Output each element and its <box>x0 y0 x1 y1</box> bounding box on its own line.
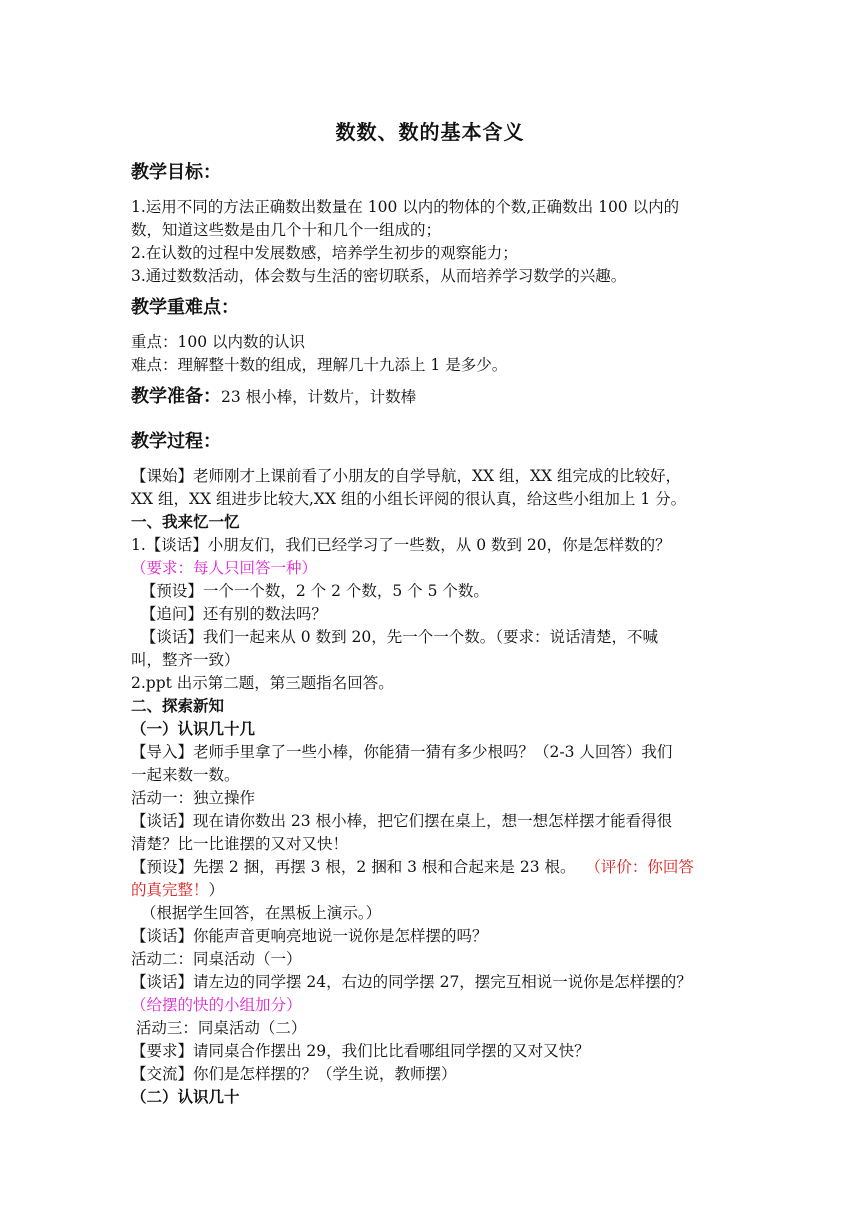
evaluation-note-cont: 的真完整！ <box>131 881 209 899</box>
objectives-line-4: 3.通过数数活动，体会数与生活的密切联系，从而培养学习数学的兴趣。 <box>131 267 627 285</box>
preparation-line <box>131 386 416 408</box>
process-line: 【谈话】你能声音更响亮地说一说你是怎样摆的吗？ <box>131 927 488 945</box>
process-line: 【谈话】现在请你数出 23 根小棒，把它们摆在桌上，想一想怎样摆才能看得很 <box>131 812 673 830</box>
process-line: 【预设】一个一个数，2 个 2 个数，5 个 5 个数。 <box>131 582 489 600</box>
key-point-line-1: 重点：100 以内数的认识 <box>131 333 306 351</box>
section-heading: 二、探索新知 <box>131 696 225 715</box>
process-line: 叫，整齐一致） <box>131 651 240 669</box>
preparation-heading: 教学准备： <box>131 386 221 407</box>
process-line <box>131 879 224 901</box>
process-line: 活动一：独立操作 <box>131 789 256 807</box>
subsection-heading: （一）认识几十几 <box>131 719 256 738</box>
process-line: 【谈话】我们一起来从 0 数到 20，先一个一个数。（要求：说话清楚，不喊 <box>131 628 658 646</box>
evaluation-note: （评价：你回答 <box>585 858 694 876</box>
process-line: 【追问】还有别的数法吗？ <box>131 605 327 623</box>
process-line: 【课始】老师刚才上课前看了小朋友的自学导航，XX 组，XX 组完成的比较好， <box>131 467 681 485</box>
process-line <box>131 856 694 878</box>
closing-paren: ） <box>208 881 225 899</box>
objectives-heading: 教学目标： <box>131 162 221 183</box>
process-line: 【要求】请同桌合作摆出 29，我们比比看哪组同学摆的又对又快？ <box>131 1042 590 1060</box>
process-line: 1.【谈话】小朋友们，我们已经学习了一些数，从 0 数到 20，你是怎样数的？ <box>131 536 671 554</box>
bonus-note: （给摆的快的小组加分） <box>131 996 302 1014</box>
page-title: 数数、数的基本含义 <box>335 120 525 144</box>
section-heading: 一、我来忆一忆 <box>131 512 240 531</box>
process-line: 【谈话】请左边的同学摆 24，右边的同学摆 27，摆完互相说一说你是怎样摆的？ <box>131 973 692 991</box>
process-line: XX 组，XX 组进步比较大,XX 组的小组长评阅的很认真，给这些小组加上 1 分。 <box>131 490 687 508</box>
process-line: 【交流】你们是怎样摆的？（学生说，教师摆） <box>131 1065 457 1083</box>
process-line: 【导入】老师手里拿了一些小棒，你能猜一猜有多少根吗？（2-3 人回答）我们 <box>131 743 673 761</box>
process-heading: 教学过程： <box>131 431 221 452</box>
process-line: 2.ppt 出示第二题，第三题指名回答。 <box>131 674 394 692</box>
key-point-line-2: 难点：理解整十数的组成，理解几十九添上 1 是多少。 <box>131 356 508 374</box>
process-line: 清楚？比一比谁摆的又对又快！ <box>131 835 349 853</box>
preset-text: 【预设】先摆 2 捆，再摆 3 根，2 捆和 3 根和合起来是 23 根。 <box>131 858 586 876</box>
requirement-note: （要求：每人只回答一种） <box>131 559 318 577</box>
key-points-heading: 教学重难点： <box>131 297 239 318</box>
objectives-line-1: 1.运用不同的方法正确数出数量在 100 以内的物体的个数,正确数出 100 以内的 <box>131 198 680 216</box>
process-line: 活动三：同桌活动（二） <box>131 1019 307 1037</box>
process-line: 一起来数一数。 <box>131 766 240 784</box>
subsection-heading: （二）认识几十 <box>131 1087 240 1106</box>
preparation-text: 23 根小棒，计数片，计数棒 <box>221 388 417 406</box>
objectives-line-3: 2.在认数的过程中发展数感，培养学生初步的观察能力； <box>131 244 518 262</box>
objectives-line-2: 数，知道这些数是由几个十和几个一组成的； <box>131 221 442 239</box>
process-line: 活动二：同桌活动（一） <box>131 950 302 968</box>
process-line: （根据学生回答，在黑板上演示。） <box>131 904 382 922</box>
